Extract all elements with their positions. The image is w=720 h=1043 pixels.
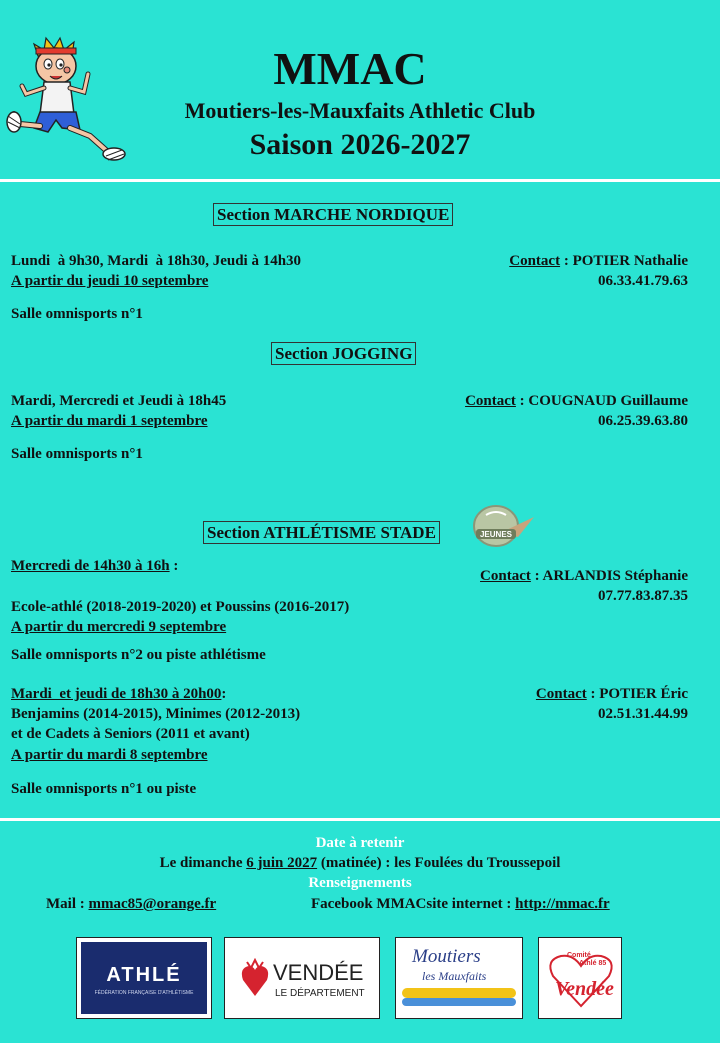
facebook-label: Facebook MMACsite internet : xyxy=(311,896,516,912)
page-title: MMAC xyxy=(273,43,427,94)
vendee-departement-logo xyxy=(224,937,380,1019)
section-title-marche-nordique: Section MARCHE NORDIQUE xyxy=(213,203,453,226)
mail-label: Mail : xyxy=(46,896,89,912)
athle-group2-phone: 02.51.31.44.99 xyxy=(598,706,688,722)
athle-group2-categories-1: Benjamins (2014-2015), Minimes (2012-2013) xyxy=(11,706,301,722)
divider xyxy=(0,179,720,182)
athle-logo-panel xyxy=(81,942,207,1014)
web-line xyxy=(311,894,610,914)
contact-label: Contact xyxy=(465,393,516,409)
moutiers-logo-subtext: les Mauxfaits xyxy=(422,969,487,983)
comite-vendee-logo xyxy=(538,937,622,1019)
athle-logo xyxy=(76,937,212,1019)
contact-name: : COUGNAUD Guillaume xyxy=(515,393,688,409)
athle-group1-phone: 07.77.83.87.35 xyxy=(598,588,688,604)
athle-group1-categories: Ecole-athlé (2018-2019-2020) et Poussins (2016-2017) xyxy=(11,599,350,615)
comite-vendee-text: Vendée xyxy=(555,978,614,1000)
contact-name: : POTIER Nathalie xyxy=(560,253,688,269)
marche-place: Salle omnisports n°1 xyxy=(11,306,143,322)
athle-group2-place: Salle omnisports n°1 ou piste xyxy=(11,781,197,797)
event-line xyxy=(0,853,720,873)
jogging-place: Salle omnisports n°1 xyxy=(11,446,143,462)
jogging-contact xyxy=(465,391,688,411)
info-heading: Renseignements xyxy=(308,875,412,891)
moutiers-logo-text: Moutiers xyxy=(412,946,481,967)
section-title-athletisme: Section ATHLÉTISME STADE xyxy=(203,521,440,544)
jogging-start: A partir du mardi 1 septembre xyxy=(11,413,208,429)
moutiers-logo-band xyxy=(402,998,516,1006)
divider xyxy=(0,818,720,821)
marche-contact xyxy=(509,251,688,271)
badge-label: JEUNES xyxy=(479,530,513,539)
athle-group2-categories-2: et de Cadets à Seniors (2011 et avant) xyxy=(11,726,250,742)
comite-label: Comité xyxy=(567,952,591,959)
athle-group1-place: Salle omnisports n°2 ou piste athlétisme xyxy=(11,647,266,663)
event-suffix: (matinée) : les Foulées du Troussepoil xyxy=(317,855,561,871)
athle-group1-start: A partir du mercredi 9 septembre xyxy=(11,619,227,635)
jogging-schedule: Mardi, Mercredi et Jeudi à 18h45 xyxy=(11,393,227,409)
contact-label: Contact xyxy=(535,686,587,702)
date-heading: Date à retenir xyxy=(315,835,405,851)
contact-label: Contact xyxy=(480,568,531,584)
contact-name: : ARLANDIS Stéphanie xyxy=(530,568,688,584)
section-title-jogging: Section JOGGING xyxy=(271,342,416,365)
schedule-suffix: : xyxy=(169,558,179,574)
athle-logo-text: ATHLÉ xyxy=(106,964,182,986)
marche-schedule: Lundi à 9h30, Mardi à 18h30, Jeudi à 14h30 xyxy=(11,253,302,269)
mail-line xyxy=(46,894,216,914)
website-link[interactable]: http://mmac.fr xyxy=(515,896,610,912)
schedule-text: Mercredi de 14h30 à 16h xyxy=(11,558,170,574)
athle-group1-contact xyxy=(480,566,688,586)
contact-name: : POTIER Éric xyxy=(586,686,688,702)
event-prefix: Le dimanche xyxy=(159,855,247,871)
event-date: 6 juin 2027 xyxy=(246,855,318,871)
athle-group2-schedule xyxy=(11,684,226,704)
marche-start: A partir du jeudi 10 septembre xyxy=(11,273,209,289)
schedule-text: Mardi et jeudi de 18h30 à 20h00 xyxy=(11,686,222,702)
schedule-suffix: : xyxy=(221,686,227,702)
vendee-logo-text: VENDÉE xyxy=(273,960,364,985)
contact-label: Contact xyxy=(509,253,561,269)
moutiers-logo-band xyxy=(402,988,516,998)
athle-group1-schedule xyxy=(11,556,178,576)
vendee-logo-subtext: LE DÉPARTEMENT xyxy=(275,988,365,999)
moutiers-logo xyxy=(395,937,523,1019)
mail-link[interactable]: mmac85@orange.fr xyxy=(88,896,217,912)
club-name: Moutiers-les-Mauxfaits Athletic Club xyxy=(184,98,536,123)
marche-phone: 06.33.41.79.63 xyxy=(598,273,688,289)
athle-logo-subtext: FÉDÉRATION FRANÇAISE D'ATHLÉTISME xyxy=(94,990,194,996)
athle-group2-start: A partir du mardi 8 septembre xyxy=(11,747,208,763)
athle-group2-contact xyxy=(536,684,688,704)
season: Saison 2026-2027 xyxy=(249,128,471,161)
vendee-heart-icon xyxy=(241,958,269,998)
comite-sublabel: Athlé 85 xyxy=(579,960,607,967)
jogging-phone: 06.25.39.63.80 xyxy=(598,413,688,429)
jeunes-badge-icon xyxy=(470,503,536,549)
